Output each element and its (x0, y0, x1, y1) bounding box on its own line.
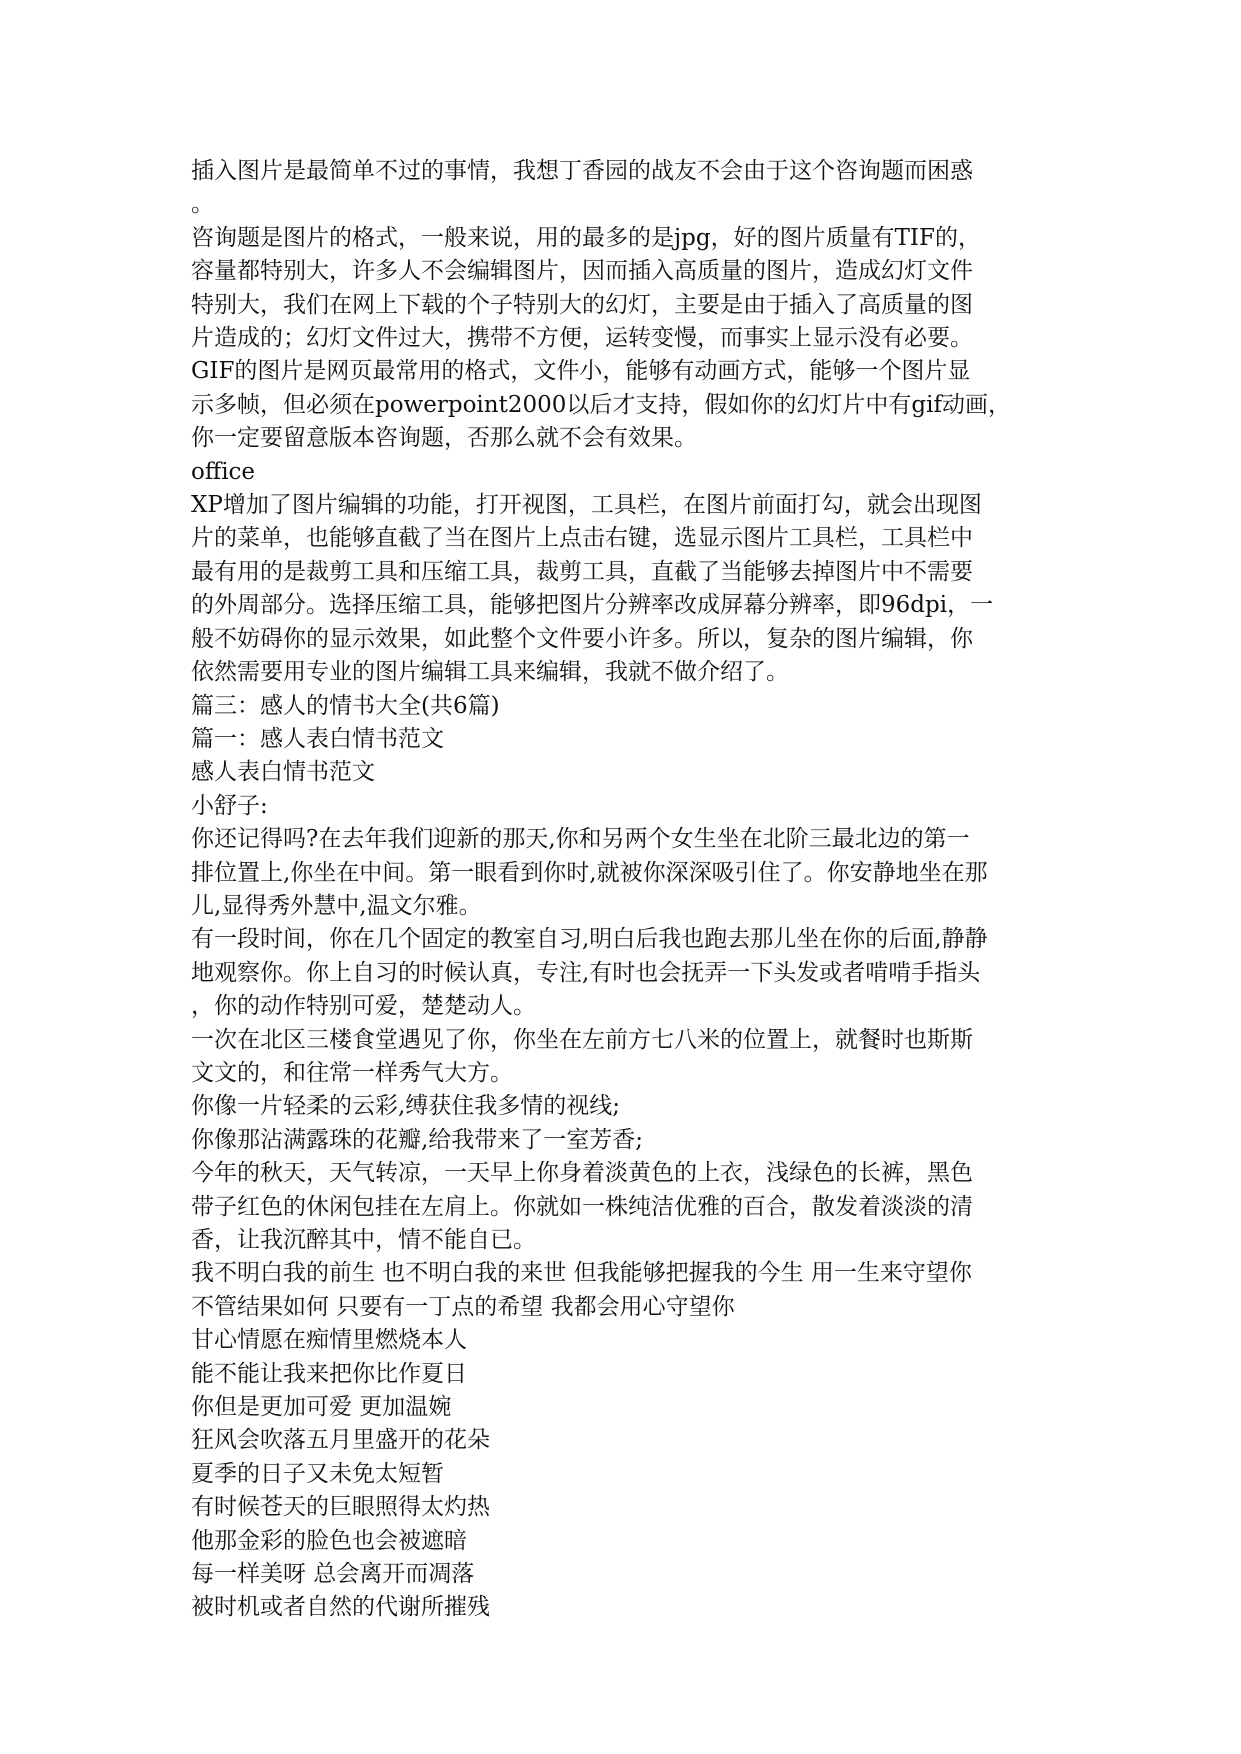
text-line: 带子红色的休闲包挂在左肩上。你就如一株纯洁优雅的百合，散发着淡淡的清 (191, 1193, 973, 1220)
text-line: 插入图片是最简单不过的事情，我想丁香园的战友不会由于这个咨询题而困惑 (191, 158, 973, 184)
text-line: 示多帧，但必须在powerpoint2000以后才支持，假如你的幻灯片中有gif动画， (191, 391, 1011, 418)
text-line: 他那金彩的脸色也会被遮暗 (191, 1527, 467, 1554)
text-line: 儿,显得秀外慧中,温文尔雅。 (191, 892, 482, 919)
text-line: 小舒子: (191, 792, 268, 819)
text-line: 能不能让我来把你比作夏日 (191, 1360, 467, 1387)
text-line: 地观察你。你上自习的时候认真，专注,有时也会抚弄一下头发或者啃啃手指头 (191, 959, 981, 986)
text-line: 今年的秋天，天气转凉，一天早上你身着淡黄色的上衣，浅绿色的长裤，黑色 (191, 1160, 973, 1187)
text-line: ，你的动作特别可爱，楚楚动人。 (191, 993, 536, 1020)
text-line: 有时候苍天的巨眼照得太灼热 (191, 1494, 490, 1521)
text-line: 有一段时间，你在几个固定的教室自习,明白后我也跑去那儿坐在你的后面,静静 (191, 926, 988, 953)
text-line: 最有用的是裁剪工具和压缩工具，裁剪工具，直截了当能够去掉图片中不需要 (191, 558, 973, 585)
text-line: 一次在北区三楼食堂遇见了你，你坐在左前方七八米的位置上，就餐时也斯斯 (191, 1026, 973, 1053)
text-line: GIF的图片是网页最常用的格式，文件小，能够有动画方式，能够一个图片显 (191, 358, 971, 385)
document-body (191, 155, 1051, 1625)
text-line: 你还记得吗?在去年我们迎新的那天,你和另两个女生坐在北阶三最北边的第一 (191, 826, 970, 853)
text-line: 篇一：感人表白情书范文 (191, 725, 444, 752)
text-line: 狂风会吹落五月里盛开的花朵 (191, 1427, 490, 1454)
text-line: 排位置上,你坐在中间。第一眼看到你时,就被你深深吸引住了。你安静地坐在那 (191, 859, 988, 886)
text-line: 我不明白我的前生 也不明白我的来世 但我能够把握我的今生 用一生来守望你 (191, 1260, 972, 1287)
text-line: 感人表白情书范文 (191, 759, 375, 786)
text-line: 不管结果如何 只要有一丁点的希望 我都会用心守望你 (191, 1293, 735, 1320)
text-line: 文文的，和往常一样秀气大方。 (191, 1059, 513, 1086)
text-line: 。 (191, 191, 214, 218)
text-line: 依然需要用专业的图片编辑工具来编辑，我就不做介绍了。 (191, 659, 789, 686)
text-line: 你但是更加可爱 更加温婉 (191, 1394, 452, 1421)
text-line: XP增加了图片编辑的功能，打开视图，工具栏，在图片前面打勾，就会出现图 (191, 492, 982, 519)
text-line: 咨询题是图片的格式，一般来说，用的最多的是jpg，好的图片质量有TIF的， (191, 224, 981, 251)
text-line: 你像那沾满露珠的花瓣,给我带来了一室芳香; (191, 1126, 644, 1153)
text-line: 每一样美呀 总会离开而凋落 (191, 1561, 475, 1588)
text-line: 篇三：感人的情书大全(共6篇) (191, 692, 500, 719)
text-line: 你像一片轻柔的云彩,缚获住我多情的视线; (191, 1093, 621, 1120)
text-line: 夏季的日子又未免太短暂 (191, 1460, 444, 1487)
text-line: 特别大，我们在网上下载的个子特别大的幻灯，主要是由于插入了高质量的图 (191, 291, 973, 318)
text-line: 片造成的；幻灯文件过大，携带不方便，运转变慢，而事实上显示没有必要。 (191, 325, 973, 352)
text-line: 片的菜单，也能够直截了当在图片上点击右键，选显示图片工具栏，工具栏中 (191, 525, 973, 552)
text-line: 般不妨碍你的显示效果，如此整个文件要小许多。所以，复杂的图片编辑，你 (191, 625, 973, 652)
text-line: 甘心情愿在痴情里燃烧本人 (191, 1327, 467, 1354)
text-line: 你一定要留意版本咨询题，否那么就不会有效果。 (191, 425, 697, 452)
text-line: 被时机或者自然的代谢所摧残 (191, 1594, 490, 1621)
text-line: 容量都特别大，许多人不会编辑图片，因而插入高质量的图片，造成幻灯文件 (191, 258, 973, 285)
text-line: 香，让我沉醉其中，情不能自已。 (191, 1227, 536, 1253)
text-line: 的外周部分。选择压缩工具，能够把图片分辨率改成屏幕分辨率，即96dpi，一 (191, 592, 994, 619)
text-line: office (191, 458, 256, 485)
